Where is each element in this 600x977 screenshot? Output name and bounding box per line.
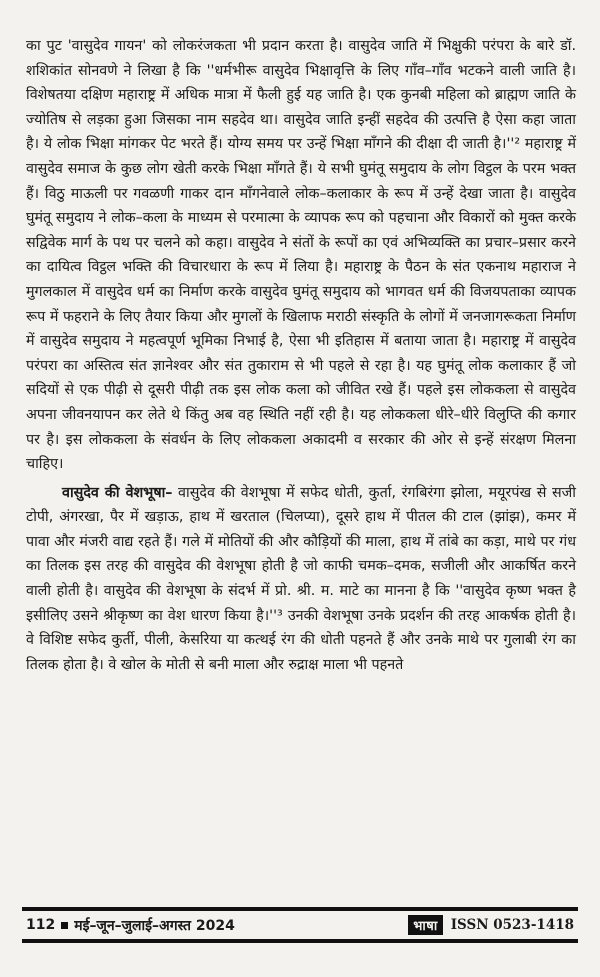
section-heading: वासुदेव की वेशभूषा– — [62, 484, 173, 501]
paragraph-2 — [26, 481, 576, 678]
magazine-logo: भाषा — [408, 915, 442, 935]
page-number: 112 — [26, 917, 56, 933]
issue-months: मई–जून–जुलाई–अगस्त 2024 — [74, 917, 235, 934]
issn-number: ISSN 0523-1418 — [450, 917, 574, 933]
footer-right — [408, 915, 578, 935]
paragraph-1: का पुट 'वासुदेव गायन' को लोकरंजकता भी प्रदान करता है। वासुदेव जाति में भिक्षुकी परंपरा के बारे डॉ. शशिकांत सोनवणे ने लिखा है कि ''धर्मभीरू वासुदेव भिक्षावृत्ति के लिए गाँव–गाँव भटकने वाली जाति है। विशेषतया दक्षिण महाराष्ट्र में अधिक मात्रा में फैली हुई यह जाति है। एक कुनबी महिला को ब्राह्मण जाति के ज्योतिष से लड़का हुआ जिसका नाम सहदेव था। वासुदेव जाति इन्हीं सहदेव की उत्पत्ति है ऐसा कहा जाता है। ये लोक भिक्षा मांगकर पेट भरते हैं। योग्य समय पर उन्हें भिक्षा माँगने की दीक्षा दी जाती है।''² महाराष्ट्र में वासुदेव समाज के कुछ लोग खेती करके भिक्षा माँगते हैं। ये सभी घुमंतू समुदाय के लोग विट्ठल के परम भक्त हैं। विठु माऊली पर गवळणी गाकर दान माँगनेवाले लोक–कलाकार के रूप में उन्हें देखा जाता है। वासुदेव घुमंतू समुदाय ने लोक–कला के माध्यम से परमात्मा के व्यापक रूप को पहचाना और विकारों को मुक्त करके सद्विवेक मार्ग के पथ पर चलने को कहा। वासुदेव ने संतों के रूपों का एवं अभिव्यक्ति का प्रचार–प्रसार करने का दायित्व विट्ठल भक्ति की विचारधारा के रूप में लिया है। महाराष्ट्र के पैठन के संत एकनाथ महाराज ने मुगलकाल में वासुदेव धर्म का निर्माण करके वासुदेव घुमंतू समुदाय को भागवत धर्म की विजयपताका व्यापक रूप में फहराने के लिए तैयार किया और मुगलों के खिलाफ मराठी संस्कृति के लोगों में जनजागरूकता निर्माण में वासुदेव समुदाय ने महत्वपूर्ण भूमिका निभाई है, ऐसा भी इतिहास में बताया जाता है। महाराष्ट्र में वासुदेव परंपरा का अस्तित्व संत ज्ञानेश्वर और संत तुकाराम से भी पहले से रहा है। यह घुमंतू लोक कलाकार हैं जो सदियों से एक पीढ़ी से दूसरी पीढ़ी तक इस लोक कला को जीवित रखे हैं। पहले इस लोककला से वासुदेव अपना जीवनयापन कर लेते थे किंतु अब वह स्थिति नहीं रही है। यह लोककला धीरे–धीरे विलुप्ति की कगार पर है। इस लोककला के संवर्धन के लिए लोककला अकादमी व सरकार की ओर से इन्हें संरक्षण मिलना चाहिए। — [26, 38, 576, 473]
paragraph-2-text: वासुदेव की वेशभूषा में सफेद धोती, कुर्ता, रंगबिरंगा झोला, मयूरपंख से सजी टोपी, अंगरखा, पैर में खड़ाऊ, हाथ में खरताल (चिलप्या), दूसरे हाथ में पीतल की टाल (झांझ), कमर में पावा और मंजरी वाद्य रहते हैं। गले में मोतियों की और कौड़ियों की माला, हाथ में तांबे का कड़ा, माथे पर गंध का तिलक इस तरह की वासुदेव की वेशभूषा होती है जो काफी चमक–दमक, सजीली और आकर्षित करने वाली होती है। वासुदेव की वेशभूषा के संदर्भ में प्रो. श्री. म. माटे का मानना है कि ''वासुदेव कृष्ण भक्त है इसीलिए उसने श्रीकृष्ण का वेश धारण किया है।''³ उनकी वेशभूषा उनके प्रदर्शन की तरह आकर्षक होती है। वे विशिष्ट सफेद कुर्ती, पीली, केसरिया या कत्थई रंग की धोती पहनते हैं और उनके माथे पर गुलाबी रंग का तिलक होता है। वे खोल के मोती से बनी माला और रुद्राक्ष माला भी पहनते — [26, 484, 576, 673]
square-bullet-icon — [61, 922, 68, 929]
article-body — [26, 34, 576, 677]
page-footer — [22, 907, 578, 943]
footer-left — [22, 916, 235, 935]
